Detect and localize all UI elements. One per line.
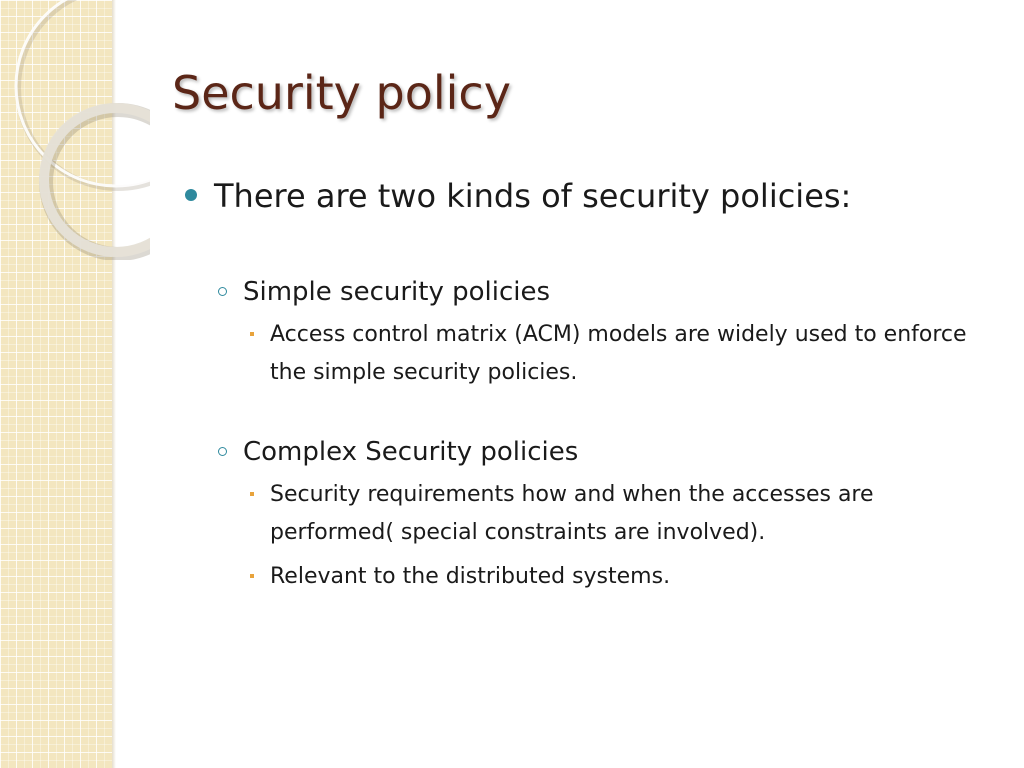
square-dot-bullet-icon (250, 492, 254, 496)
bullet-level3 (270, 316, 1000, 392)
filled-circle-bullet-icon (185, 189, 197, 201)
bullet-level2 (243, 274, 1000, 310)
square-dot-bullet-icon (250, 574, 254, 578)
slide-body (180, 170, 1000, 596)
bullet-text: Complex Security policies (243, 437, 579, 467)
bullet-level3 (270, 476, 1000, 552)
bullet-text: Access control matrix (ACM) models are widely used to enforce the simple security policies. (270, 322, 967, 385)
square-dot-bullet-icon (250, 332, 254, 336)
bullet-text: There are two kinds of security policies: (214, 177, 852, 215)
ring-bullet-icon (218, 287, 227, 296)
bullet-level1 (180, 170, 1000, 222)
bullet-text: Simple security policies (243, 277, 551, 307)
decorative-rings-icon (0, 0, 150, 260)
bullet-level3 (270, 558, 1000, 596)
bullet-text: Relevant to the distributed systems. (270, 564, 671, 589)
page-title: Security policy (172, 66, 511, 120)
ring-bullet-icon (218, 447, 227, 456)
bullet-text: Security requirements how and when the accesses are performed( special constraints are involved). (270, 482, 874, 545)
bullet-level2 (243, 434, 1000, 470)
